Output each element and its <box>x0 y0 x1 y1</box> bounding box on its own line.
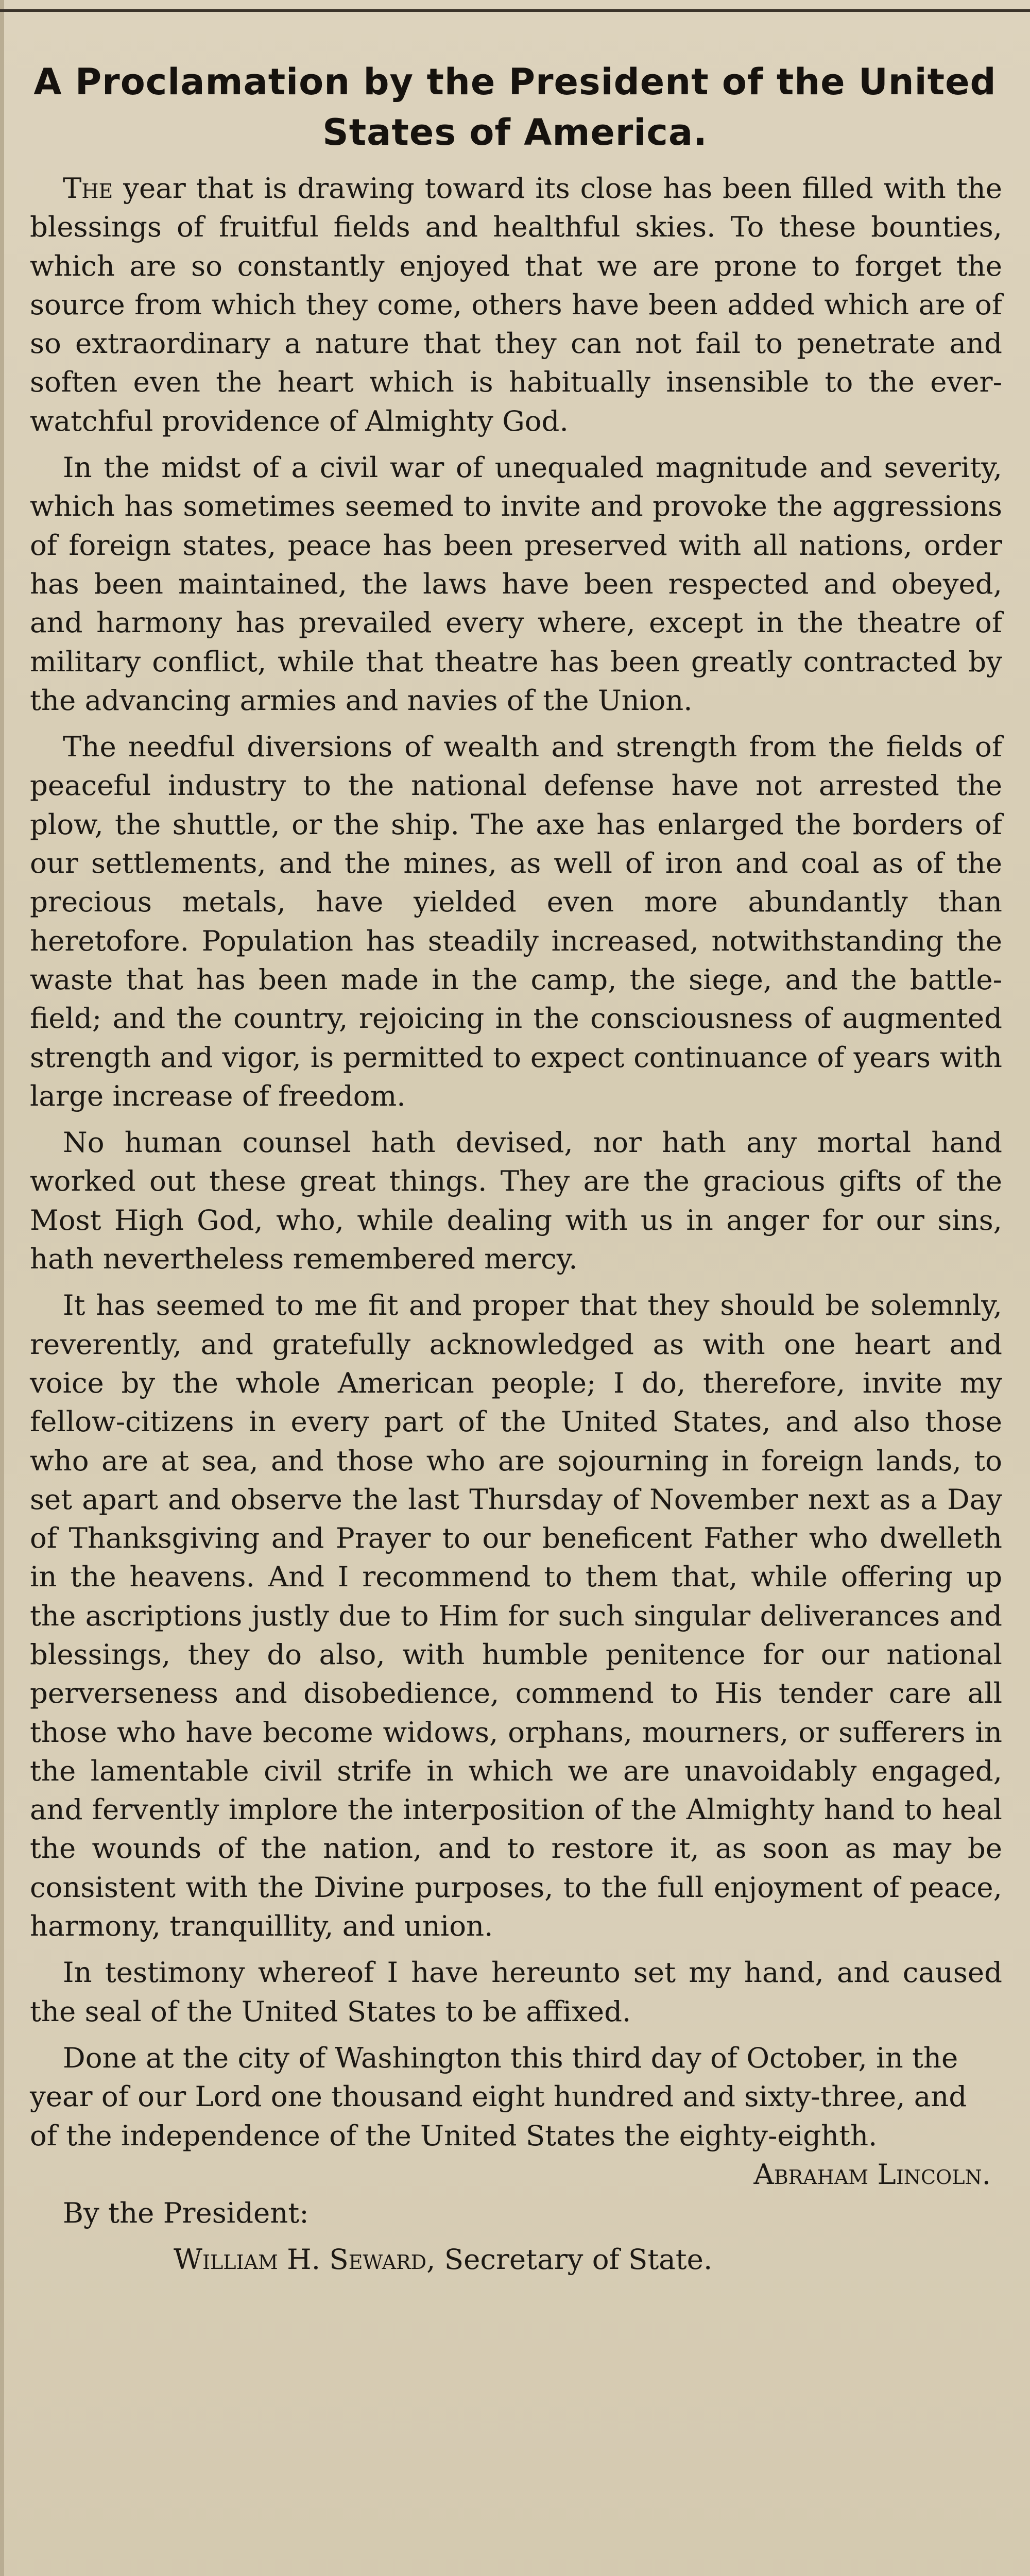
by-the-president: By the President: <box>63 2196 309 2230</box>
paragraph-6: In testimony whereof I have hereunto set my hand, and caused the seal of the United States to be affixed. <box>30 1956 1002 2028</box>
proclamation-body <box>30 169 1002 2287</box>
secretary-name: William H. Seward <box>174 2243 427 2276</box>
paragraph-1 <box>30 169 1002 440</box>
done-paragraph <box>30 2039 1002 2191</box>
signature: Abraham Lincoln. <box>753 2157 991 2191</box>
secretary-line <box>30 2240 1002 2279</box>
top-rule <box>0 9 1030 12</box>
paragraph-4: No human counsel hath devised, nor hath any mortal hand worked out these great things. They are the gracious gifts of the Most High God, who, while dealing with us in anger for our sins, hath nevertheless remembered mercy. <box>30 1126 1002 1276</box>
proclamation-title: A Proclamation by the President of the United States of America. <box>33 61 997 154</box>
paragraph-1-text: year that is drawing toward its close has been filled with the blessings of fruitful fields and healthful skies. To these bounties, which are so constantly enjoyed that we are prone to forget the source from which they come, others have been added which are of so extraordinary a nature that they can not fail to penetrate and soften even the heart which is habitually insensible to the ever-watchful providence of Almighty God. <box>30 172 1002 437</box>
paragraph-5: It has seemed to me fit and proper that they should be solemnly, reverently, and gratefully acknowledged as with one heart and voice by the whole American people; I do, therefore, invite my fellow-citizens in every part of the United States, and also those who are at sea, and those who are sojourning in foreign lands, to set apart and observe the last Thursday of November next as a Day of Thanksgiving and Prayer to our beneficent Father who dwelleth in the heavens. And I recommend to them that, while offering up the ascriptions justly due to Him for such singular deliverances and blessings, they do also, with humble penitence for our national perverseness and disobedience, commend to His tender care all those who have become widows, orphans, mourners, or sufferers in the lamentable civil strife in which we are unavoidably engaged, and fervently implore the interposition of the Almighty hand to heal the wounds of the nation, and to restore it, as soon as may be consistent with the Divine purposes, to the full enjoyment of peace, harmony, tranquillity, and union. <box>30 1289 1002 1943</box>
done-text: Done at the city of Washington this third day of October, in the year of our Lord one thousand eight hundred and sixty-three, and of the independence of the United States the eighty-eighth. <box>30 2041 967 2152</box>
secretary-title: , Secretary of State. <box>426 2243 713 2276</box>
paragraph-3: The needful diversions of wealth and strength from the fields of peaceful industry to the national defense have not arrested the plow, the shuttle, or the ship. The axe has enlarged the borders of our settlements, and the mines, as well of iron and coal as of the precious metals, have yielded even more abundantly than heretofore. Population has steadily increased, notwithstanding the waste that has been made in the camp, the siege, and the battle-field; and the country, rejoicing in the consciousness of augmented strength and vigor, is permitted to expect continuance of years with large increase of freedom. <box>30 730 1002 1112</box>
paragraph-2: In the midst of a civil war of unequaled magnitude and severity, which has sometimes seemed to invite and provoke the aggressions of foreign states, peace has been preserved with all nations, order has been maintained, the laws have been respected and obeyed, and harmony has prevailed every where, except in the theatre of military conflict, while that theatre has been greatly contracted by the advancing armies and navies of the Union. <box>30 451 1002 717</box>
paragraph-1-lead: The <box>63 172 113 205</box>
page-edge <box>0 0 4 2576</box>
